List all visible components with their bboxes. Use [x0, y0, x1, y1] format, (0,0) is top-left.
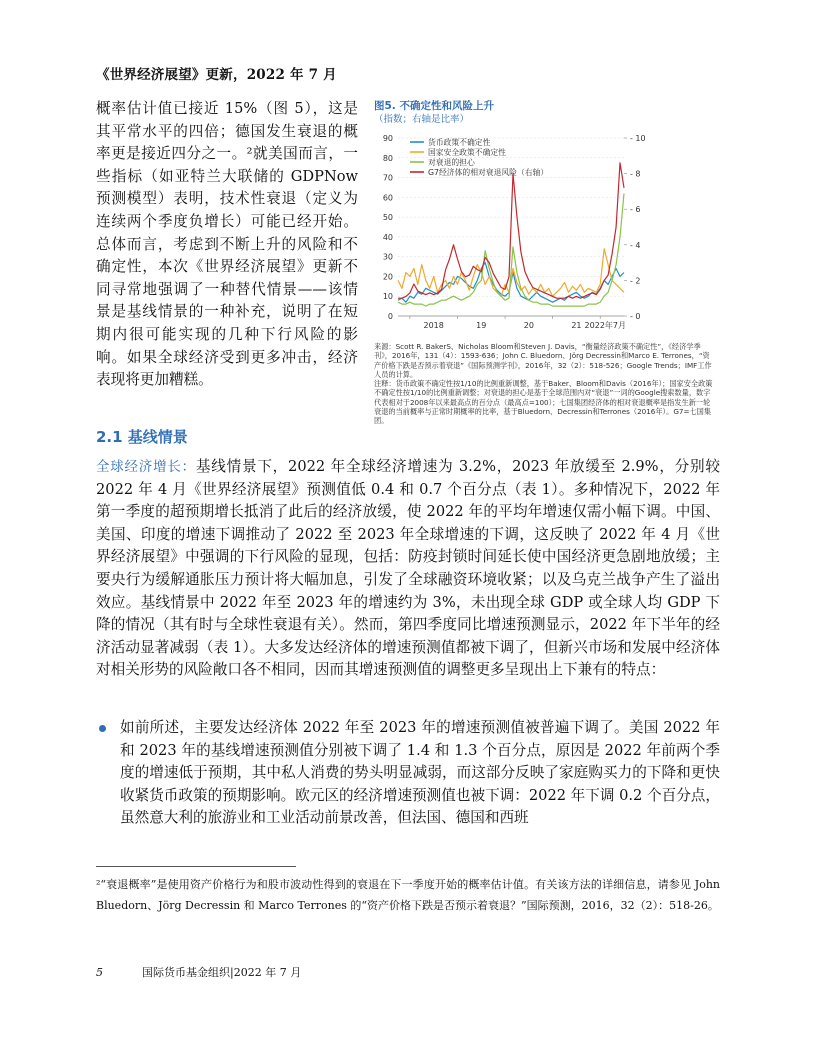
left-tick-label: 50 — [382, 213, 393, 223]
left-tick-label: 90 — [382, 134, 393, 143]
right-tick-label: - 2 — [630, 276, 641, 286]
right-tick-label: - 4 — [630, 240, 641, 250]
body-paragraph — [96, 456, 720, 682]
right-tick-label: - 0 — [630, 312, 641, 321]
figure-notes — [374, 342, 714, 426]
footnote: ²“衰退概率”是使用资产价格行为和股市波动性得到的衰退在下一季度开始的概率估计值。有关该方法的详细信息，请参见 John Bluedorn、Jörg Decressin 和 Marco Terrones 的“资产价格下跌是否预示着衰退？”国际预测，2016，32（2）：518-26。 — [96, 878, 720, 912]
figure-subtitle: （指数；右轴是比率） — [374, 114, 470, 125]
running-header: 《世界经济展望》更新，2022 年 7 月 — [96, 67, 337, 83]
x-tick-label: 21 — [571, 321, 582, 330]
bullet-icon — [99, 725, 106, 732]
figure-source: 来源：Scott R. BakerS、Nicholas Bloom和Steven J. Davis，“衡量经济政策不确定性”，《经济学季刊》，2016年，131（4）：1593-636；John C. Bluedorn、Jörg Decressin和Marco E. Terrones，“资产价格下跌是否预示着衰退”《国际预测学刊》，2016年，32（2）：518-526；Google Trends；IMF工作人员的计算。 — [374, 342, 712, 379]
legend-label: G7经济体的相对衰退风险（右轴） — [428, 168, 549, 177]
section-title: 2.1 基线情景 — [96, 428, 188, 446]
legend-label: 对衰退的担心 — [428, 158, 475, 167]
legend-label: 国家安全政策不确定性 — [428, 148, 506, 157]
bullet-text: 如前所述，主要发达经济体 2022 年至 2023 年的增速预测值被普遍下调了。美国 2022 年和 2023 年的基线增速预测值分别被下调了 1.4 和 1.3 个百分点，原因是 2022 年前两个季度的增速低于预期，其中私人消费的势头明显减弱，而这部分反映了家庭购买力的下降和更快收紧货币政策的预期影响。欧元区的经济增速预测值也被下调：2022 年下调 0.2 个百分点，虽然意大利的旅游业和工业活动前景改善，但法国、德国和西班 — [120, 719, 720, 827]
footnote-divider — [96, 866, 296, 867]
left-tick-label: 20 — [382, 272, 393, 282]
left-column-paragraph: 概率估计值已接近 15%（图 5），这是其平常水平的四倍；德国发生衰退的概率更是接近四分之一。²就美国而言，一些指标（如亚特兰大联储的 GDPNow 预测模型）表明，技术性衰退（定义为连续两个季度负增长）可能已经开始。总体而言，考虑到不断上升的风险和不确定性，本次《世界经济展望》更新不同寻常地强调了一种替代情景——该情景是基线情景的一种补充，说明了在短期内很可能实现的几种下行风险的影响。如果全球经济受到更多冲击，经济表现将更加糟糕。 — [96, 100, 358, 389]
left-tick-label: 0 — [387, 312, 393, 321]
x-tick-label: 2022年7月 — [584, 321, 626, 330]
uncertainty-risk-chart — [374, 130, 664, 340]
x-tick-label: 2018 — [423, 321, 444, 330]
figure-5 — [374, 100, 724, 426]
left-tick-label: 10 — [382, 292, 393, 302]
left-tick-label: 40 — [382, 232, 393, 242]
figure-note: 注释：货币政策不确定性按1/10的比例重新调整，基于Baker、Bloom和Davis（2016年）；国家安全政策不确定性按1/10的比例重新调整；对衰退的担心是基于全球范围内对“衰退”一词的Google搜索数量，数字代表相对于2008年以来最高点的百分点（最高点=100）；七国集团经济体的相对衰退概率是指发生新一轮衰退的当前概率与正常时期概率的比率，基于Bluedorn、Decressin和Terrones（2016年）。G7=七国集团。 — [374, 379, 713, 426]
axes — [383, 134, 646, 330]
page-footer — [96, 964, 301, 980]
paragraph-text: 基线情景下，2022 年全球经济增速为 3.2%，2023 年放缓至 2.9%，分别较 2022 年 4 月《世界经济展望》预测值低 0.4 和 0.7 个百分点（表 1）。多种情况下，2022 年第一季度的超预期增长抵消了此后的经济放缓，使 2022 年的平均年增速仅需小幅下调。中国、美国、印度的增速下调推动了 2022 至 2023 年全球增速的下调，这反映了 2022 年 4 月《世界经济展望》中强调的下行风险的显现，包括：防疫封锁时间延长使中国经济更急剧地放缓；主要央行为缓解通胀压力预计将大幅加息，引发了全球融资环境收紧；以及乌克兰战争产生了溢出效应。基线情景中 2022 年至 2023 年的增速约为 3%，未出现全球 GDP 或全球人均 GDP 下降的情况（其有时与全球性衰退有关）。然而，第四季度同比增速预测显示，2022 年下半年的经济活动显著减弱（表 1）。大多发达经济体的增速预测值都被下调了，但新兴市场和发展中经济体对相关形势的风险敞口各不相同，因而其增速预测值的调整更多呈现出上下兼有的特点： — [96, 458, 720, 679]
x-tick-label: 20 — [523, 321, 534, 330]
figure-title: 图5. 不确定性和风险上升 — [374, 100, 494, 112]
right-tick-label: - 6 — [630, 205, 641, 215]
left-tick-label: 70 — [382, 173, 393, 183]
bullet-item — [96, 717, 720, 830]
legend — [410, 137, 548, 177]
left-tick-label: 60 — [382, 193, 393, 203]
paragraph-lead: 全球经济增长： — [96, 459, 196, 475]
left-tick-label: 80 — [382, 153, 393, 163]
series-lines — [398, 163, 624, 306]
right-tick-label: - 10 — [630, 134, 646, 143]
legend-label: 货币政策不确定性 — [428, 138, 491, 147]
page-number: 5 — [96, 966, 103, 979]
footer-text: 国际货币基金组织|2022 年 7 月 — [142, 966, 302, 979]
left-tick-label: 30 — [382, 252, 393, 262]
x-tick-label: 19 — [476, 321, 487, 330]
right-tick-label: - 8 — [630, 169, 641, 179]
